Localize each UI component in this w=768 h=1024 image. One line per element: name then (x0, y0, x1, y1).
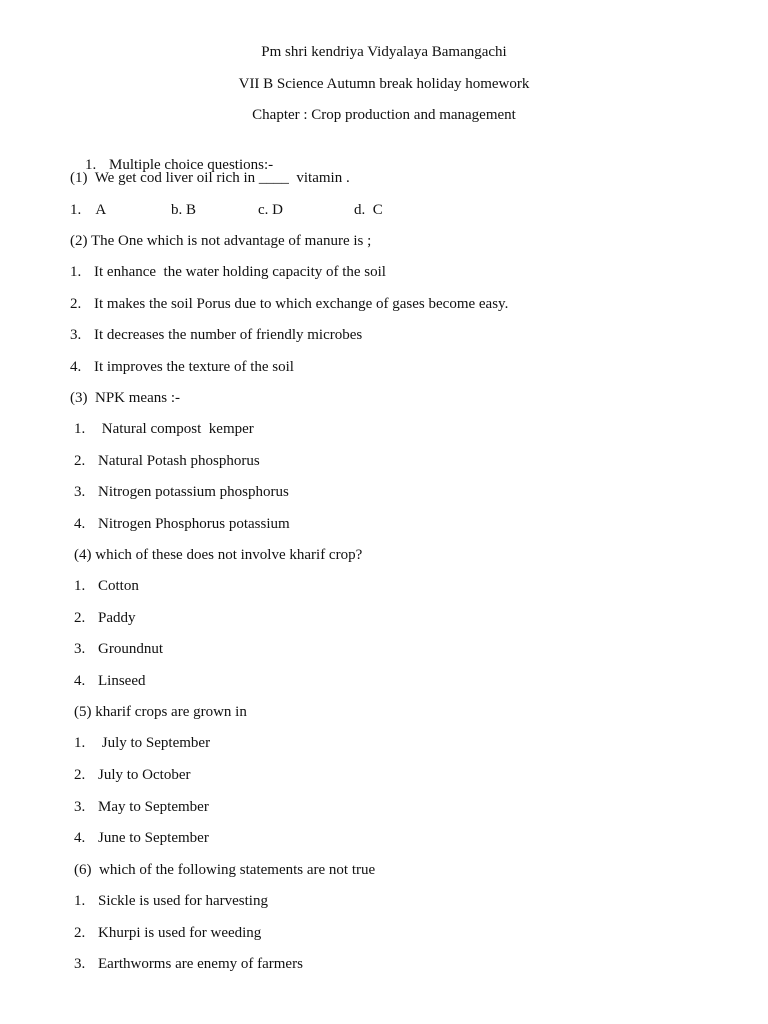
question-1: (1) We get cod liver oil rich in ____ vitamin . (70, 170, 350, 186)
q1-option-a: 1. A (70, 202, 107, 218)
q6-option (74, 892, 268, 910)
option-number: 2. (70, 296, 82, 312)
q1-option-b: b. B (171, 202, 197, 218)
option-text: Nitrogen Phosphorus potassium (98, 516, 290, 532)
option-number: 1. (70, 264, 82, 280)
section-title: Multiple choice questions:- (109, 157, 274, 173)
option-number: 1. (74, 578, 86, 594)
q2-option (70, 326, 362, 344)
q1-option-d: d. C (354, 202, 383, 218)
option-number: 3. (74, 484, 86, 500)
q6-option (74, 955, 303, 973)
chapter-title: Chapter : Crop production and management (252, 107, 516, 123)
question-2: (2) The One which is not advantage of manure is ; (70, 233, 372, 249)
option-number: 2. (74, 767, 86, 783)
option-text: Paddy (98, 610, 136, 626)
school-name: Pm shri kendriya Vidyalaya Bamangachi (261, 44, 507, 60)
option-text: It decreases the number of friendly microbes (94, 327, 363, 343)
q2-option (70, 263, 386, 281)
option-number: 4. (74, 830, 86, 846)
q5-option (74, 829, 209, 847)
homework-title: VII B Science Autumn break holiday homework (238, 76, 530, 92)
option-text: July to September (98, 735, 211, 751)
option-text: Earthworms are enemy of farmers (98, 956, 303, 972)
option-text: May to September (98, 799, 209, 815)
question-6: (6) which of the following statements are not true (74, 862, 376, 878)
option-text: July to October (98, 767, 191, 783)
q5-option (74, 766, 190, 784)
option-number: 1. (74, 421, 86, 437)
option-text: It makes the soil Porus due to which exchange of gases become easy. (94, 296, 509, 312)
q5-option (74, 798, 209, 816)
q5-option (74, 734, 210, 752)
option-number: 3. (74, 641, 86, 657)
option-number: 4. (74, 516, 86, 532)
option-text: Groundnut (98, 641, 163, 657)
q2-option (70, 358, 294, 376)
option-number: 1. (74, 893, 86, 909)
q3-option (74, 420, 254, 438)
option-text: Cotton (98, 578, 139, 594)
q6-option (74, 924, 261, 942)
q4-option (74, 640, 163, 658)
q4-option (74, 672, 145, 690)
option-text: It enhance the water holding capacity of the soil (94, 264, 386, 280)
q1-option-c: c. D (258, 202, 283, 218)
option-text: It improves the texture of the soil (94, 359, 294, 375)
q3-option (74, 515, 290, 533)
q3-option (74, 452, 260, 470)
q4-option (74, 609, 136, 627)
question-4: (4) which of these does not involve kharif crop? (74, 547, 363, 563)
option-text: Linseed (98, 673, 146, 689)
option-text: June to September (98, 830, 209, 846)
option-number: 3. (74, 956, 86, 972)
option-text: Natural Potash phosphorus (98, 453, 260, 469)
option-text: Nitrogen potassium phosphorus (98, 484, 289, 500)
q2-option (70, 295, 508, 313)
q4-option (74, 577, 139, 595)
option-number: 2. (74, 925, 86, 941)
q3-option (74, 483, 289, 501)
question-3: (3) NPK means :- (70, 390, 180, 406)
option-text: Sickle is used for harvesting (98, 893, 268, 909)
question-5: (5) kharif crops are grown in (74, 704, 247, 720)
option-number: 2. (74, 453, 86, 469)
option-number: 4. (70, 359, 82, 375)
option-text: Natural compost kemper (98, 421, 254, 437)
option-number: 3. (74, 799, 86, 815)
option-number: 1. (74, 735, 86, 751)
option-number: 2. (74, 610, 86, 626)
option-number: 3. (70, 327, 82, 343)
option-number: 4. (74, 673, 86, 689)
section-number: 1. (85, 157, 97, 173)
option-text: Khurpi is used for weeding (98, 925, 262, 941)
